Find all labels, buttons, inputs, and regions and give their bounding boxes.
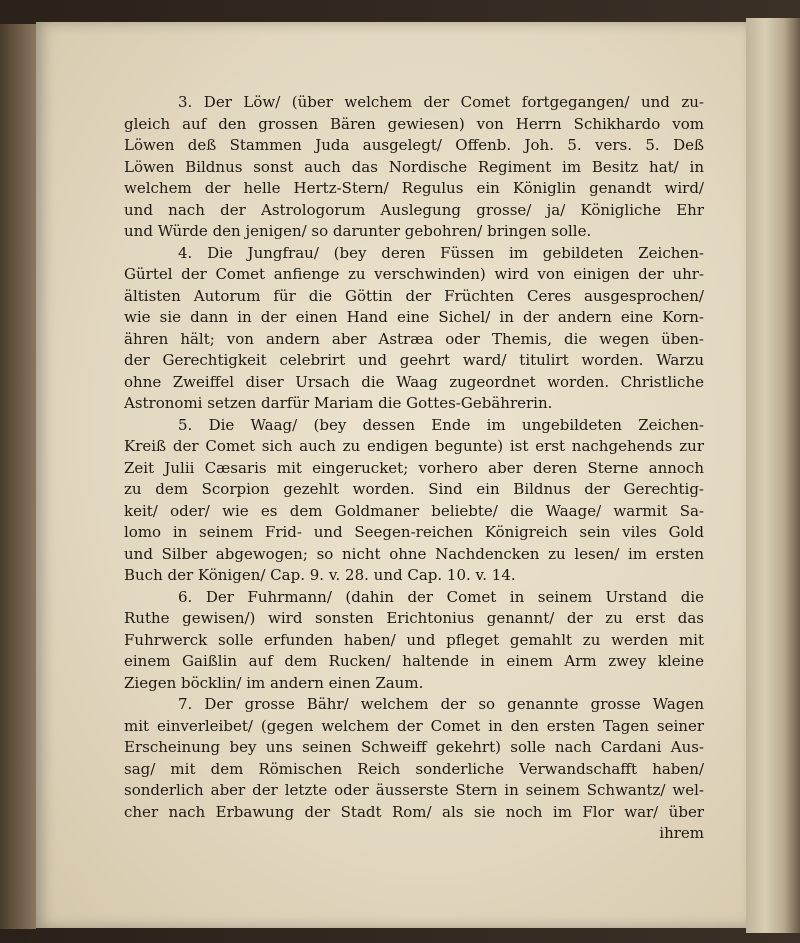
text-line: und nach der Astrologorum Auslegung grosse/ ja/ Königliche Ehr (124, 200, 704, 219)
text-line: der Gerechtigkeit celebrirt und geehrt ward/ titulirt worden. Warzu (124, 351, 704, 369)
text-line: ältisten Autorum für die Göttin der Früchten Ceres ausgesprochen/ (124, 286, 704, 305)
text-line: einem Gaißlin auf dem Rucken/ haltende in einem Arm zwey kleine (124, 652, 704, 670)
text-line: 3. Der Löw/ (über welchem der Comet fortgegangen/ und zu- (178, 93, 704, 111)
text-line: zu dem Scorpion gezehlt worden. Sind ein Bildnus der Gerechtig- (124, 480, 704, 498)
text-line: keit/ oder/ wie es dem Goldmaner beliebte/ die Waage/ warmit Sa- (124, 501, 704, 520)
text-line: Zeit Julii Cæsaris mit eingerucket; vorhero aber deren Sterne annoch (124, 458, 704, 477)
text-line: lomo in seinem Frid- und Seegen-reichen Königreich sein viles Gold (124, 523, 704, 541)
text-line: welchem der helle Hertz-Stern/ Regulus ein Königlin genandt wird/ (124, 179, 704, 197)
text-line: 6. Der Fuhrmann/ (dahin der Comet in seinem Urstand die (178, 587, 704, 606)
text-line: Ruthe gewisen/) wird sonsten Erichtonius genannt/ der zu erst das (124, 609, 704, 627)
text-line: Erscheinung bey uns seinen Schweiff gekehrt) solle nach Cardani Aus- (124, 738, 704, 756)
text-line: wie sie dann in der einen Hand eine Sichel/ in der andern eine Korn- (124, 308, 704, 326)
left-page-edge (0, 24, 36, 929)
text-line: Astronomi setzen darfür Mariam die Gottes-Gebährerin. (124, 394, 553, 412)
text-line: Fuhrwerck solle erfunden haben/ und pfleget gemahlt zu werden mit (124, 630, 704, 649)
catchword: ihrem (659, 824, 704, 842)
text-line: Ziegen böcklin/ im andern einen Zaum. (124, 673, 424, 692)
text-line: 4. Die Jungfrau/ (bey deren Füssen im gebildeten Zeichen- (178, 243, 704, 262)
text-line: ähren hält; von andern aber Astræa oder Themis, die wegen üben- (124, 329, 704, 348)
text-line: Löwen Bildnus sonst auch das Nordische Regiment im Besitz hat/ in (124, 157, 704, 176)
text-line: gleich auf den grossen Bären gewiesen) von Herrn Schikhardo vom (124, 114, 704, 133)
text-line: Kreiß der Comet sich auch zu endigen begunte) ist erst nachgehends zur (124, 437, 704, 455)
text-line: mit einverleibet/ (gegen welchem der Comet in den ersten Tagen seiner (124, 716, 704, 735)
text-line: und Würde den jenigen/ so darunter gebohren/ bringen solle. (124, 222, 592, 240)
text-line: sag/ mit dem Römischen Reich sonderliche Verwandschafft haben/ (124, 759, 704, 778)
text-line: und Silber abgewogen; so nicht ohne Nachdencken zu lesen/ im ersten (124, 544, 704, 563)
text-line: Löwen deß Stammen Juda ausgelegt/ Offenb. Joh. 5. vers. 5. Deß (124, 136, 704, 154)
text-line: Gürtel der Comet anfienge zu verschwinden) wird von einigen der uhr- (124, 265, 704, 283)
page-stack-edge (746, 18, 800, 933)
text-line: sonderlich aber der letzte oder äusserste Stern in seinem Schwantz/ wel- (124, 781, 704, 799)
text-line: 7. Der grosse Bähr/ welchem der so genannte grosse Wagen (178, 695, 704, 713)
text-line: 5. Die Waag/ (bey dessen Ende im ungebildeten Zeichen- (178, 415, 704, 434)
text-line: ohne Zweiffel diser Ursach die Waag zugeordnet worden. Christliche (124, 372, 704, 391)
text-line: Buch der Königen/ Cap. 9. v. 28. und Cap. 10. v. 14. (124, 566, 516, 584)
page-text (124, 92, 704, 845)
text-line: cher nach Erbawung der Stadt Rom/ als sie noch im Flor war/ über (124, 802, 704, 821)
